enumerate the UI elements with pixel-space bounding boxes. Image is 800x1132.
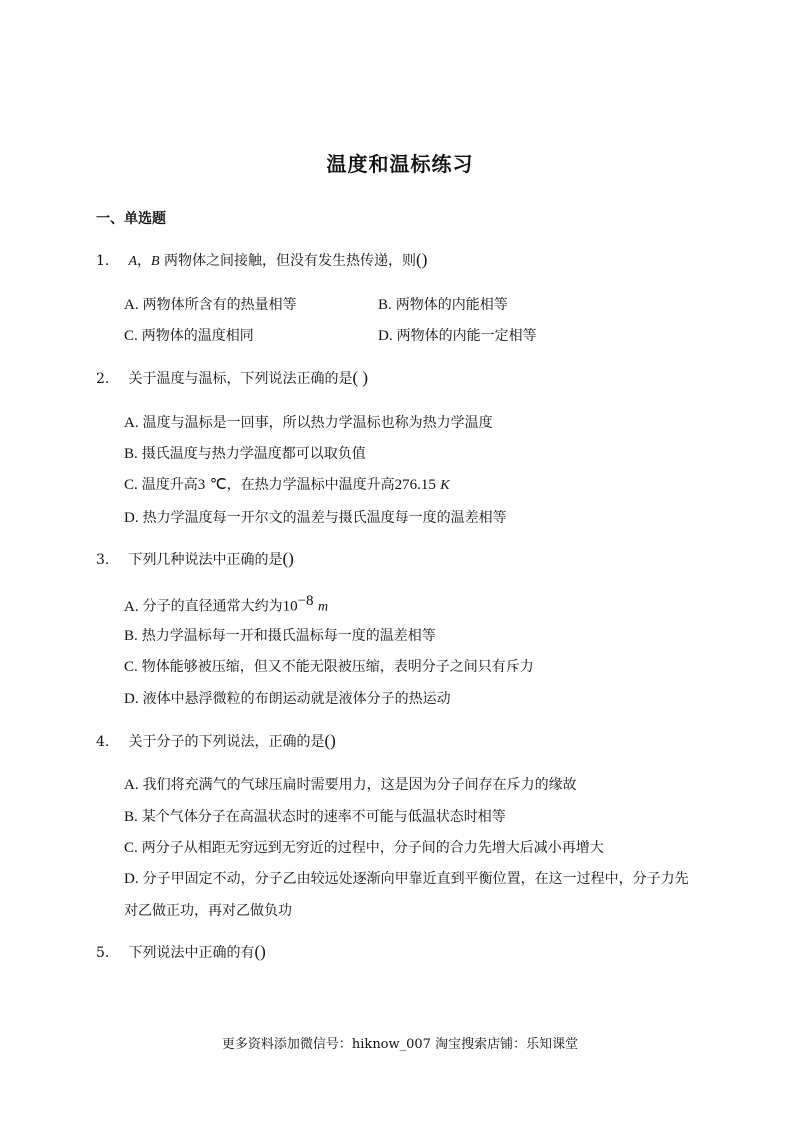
question-number: 5. — [96, 945, 110, 961]
option-text: 分子甲固定不动，分子乙由较远处逐渐向甲靠近直到平衡位置，在这一过程中，分子力先 — [142, 871, 689, 887]
option-b[interactable] — [378, 294, 508, 314]
section-heading: 一、单选题 — [96, 211, 166, 227]
answer-parens: () — [324, 731, 336, 750]
option-d[interactable] — [124, 507, 507, 527]
question-1 — [96, 250, 427, 270]
celsius-unit: ℃ — [209, 477, 227, 493]
option-label: D. — [124, 510, 139, 526]
kelvin-value: 276.15 — [394, 477, 436, 493]
question-number: 4. — [96, 734, 110, 750]
question-text: 下列说法中正确的有 — [128, 945, 255, 961]
kelvin-unit: K — [440, 478, 450, 493]
answer-parens: () — [282, 549, 294, 568]
page-title: 温度和温标练习 — [326, 152, 474, 176]
option-text: 某个气体分子在高温状态时的速率不可能与低温状态时相等 — [141, 809, 506, 825]
question-text: 关于分子的下列说法，正确的是 — [128, 734, 325, 750]
option-label: A. — [124, 415, 139, 431]
option-label: A. — [124, 777, 139, 793]
question-5 — [96, 942, 266, 962]
option-label: D. — [378, 328, 393, 344]
variable-a: A — [128, 254, 138, 269]
option-d[interactable] — [124, 868, 689, 888]
option-label: A. — [124, 598, 139, 615]
question-2 — [96, 368, 368, 388]
footer-note: 更多资料添加微信号：hiknow_007 淘宝搜索店铺：乐知课堂 — [221, 1037, 579, 1052]
option-d[interactable] — [378, 325, 537, 345]
option-text: 摄氏温度与热力学温度都可以取负值 — [141, 446, 366, 462]
option-label: B. — [124, 809, 138, 825]
option-text: ，在热力学温标中温度升高 — [226, 477, 395, 493]
variable-b: B — [151, 254, 160, 269]
option-b[interactable] — [124, 443, 366, 463]
option-d[interactable] — [124, 688, 451, 708]
option-text: 两物体的内能相等 — [395, 297, 508, 313]
option-text: 两物体的内能一定相等 — [396, 328, 537, 344]
power-base: 10 — [282, 598, 298, 615]
question-4 — [96, 731, 336, 751]
power-exponent: −8 — [297, 593, 314, 609]
option-label: C. — [124, 328, 138, 344]
option-text: 两物体所含有的热量相等 — [142, 297, 297, 313]
option-text: 我们将充满气的气球压扁时需要用力，这是因为分子间存在斥力的缘故 — [142, 777, 577, 793]
option-label: B. — [378, 297, 392, 313]
option-b[interactable] — [124, 625, 436, 645]
option-a[interactable] — [124, 294, 297, 314]
option-c[interactable] — [124, 325, 254, 345]
option-a[interactable] — [124, 593, 328, 616]
option-a[interactable] — [124, 412, 493, 432]
option-b[interactable] — [124, 806, 506, 826]
option-d-continued — [124, 900, 292, 920]
option-label: A. — [124, 297, 139, 313]
meter-unit: m — [318, 599, 329, 615]
option-text: 两分子从相距无穷远到无穷近的过程中，分子间的合力先增大后减小再增大 — [141, 840, 604, 856]
answer-parens: ( ) — [352, 368, 369, 387]
option-label: B. — [124, 628, 138, 644]
option-text: 液体中悬浮微粒的布朗运动就是液体分子的热运动 — [142, 691, 451, 707]
option-c[interactable] — [124, 837, 604, 857]
option-c[interactable] — [124, 474, 450, 494]
question-text: 关于温度与温标，下列说法正确的是 — [128, 371, 353, 387]
separator: ， — [137, 253, 152, 269]
question-number: 3. — [96, 552, 110, 568]
option-label: C. — [124, 477, 138, 493]
option-text: 两物体的温度相同 — [141, 328, 254, 344]
option-text: 对乙做正功，再对乙做负功 — [124, 903, 292, 919]
option-text: 热力学温标每一开和摄氏温标每一度的温差相等 — [141, 628, 436, 644]
question-3 — [96, 549, 294, 569]
option-text: 分子的直径通常大约为 — [142, 598, 283, 615]
question-number: 2. — [96, 371, 110, 387]
option-text: 温度升高 — [141, 477, 198, 493]
option-label: B. — [124, 446, 138, 462]
option-text: 热力学温度每一开尔文的温差与摄氏温度每一度的温差相等 — [142, 510, 507, 526]
option-label: D. — [124, 691, 139, 707]
option-c[interactable] — [124, 656, 534, 676]
option-label: C. — [124, 659, 138, 675]
question-text: 两物体之间接触，但没有发生热传递，则 — [164, 253, 417, 269]
answer-parens: () — [416, 250, 428, 269]
option-text: 物体能够被压缩，但又不能无限被压缩，表明分子之间只有斥力 — [141, 659, 534, 675]
answer-parens: () — [254, 942, 266, 961]
option-label: C. — [124, 840, 138, 856]
question-text: 下列几种说法中正确的是 — [128, 552, 283, 568]
option-label: D. — [124, 871, 139, 887]
option-a[interactable] — [124, 774, 577, 794]
option-text: 温度与温标是一回事，所以热力学温标也称为热力学温度 — [142, 415, 493, 431]
temperature-value: 3 — [197, 477, 206, 493]
question-number: 1. — [96, 253, 110, 269]
